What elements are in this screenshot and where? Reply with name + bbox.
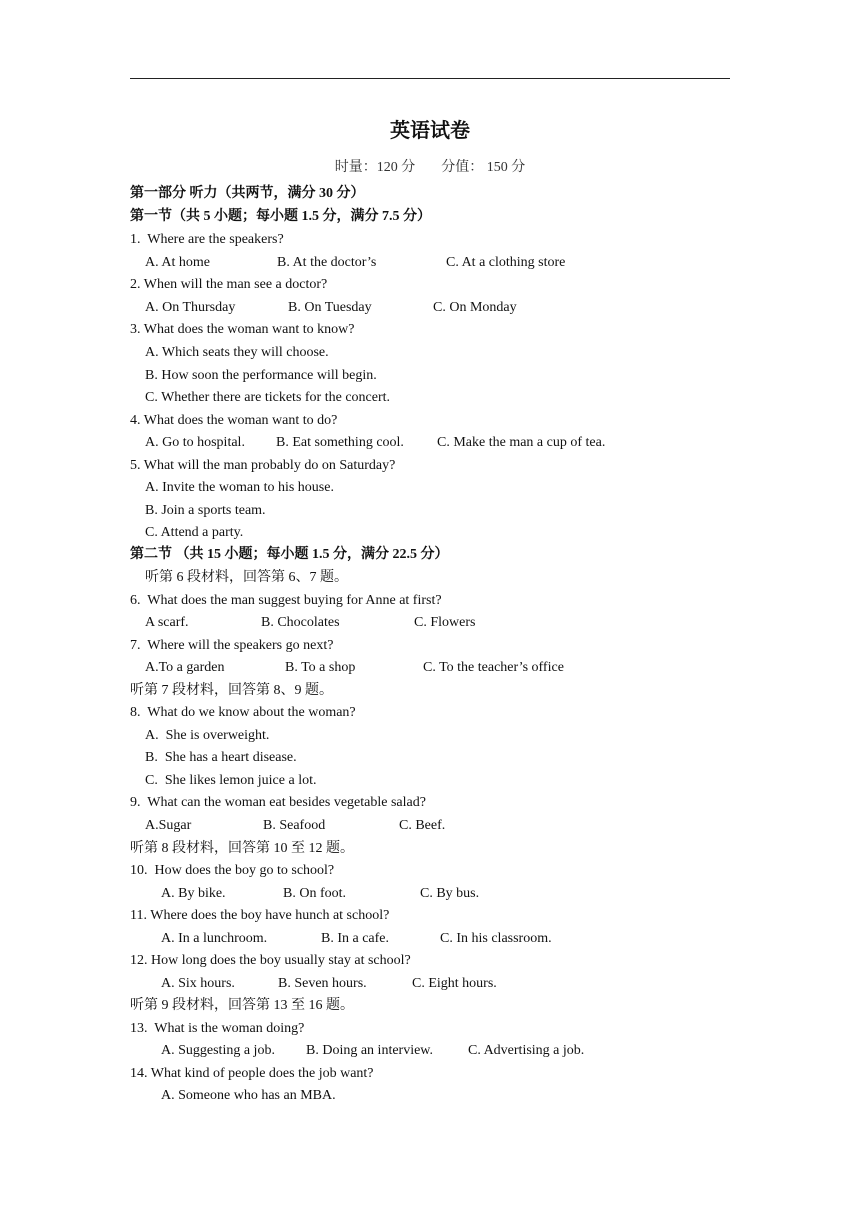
option-c: C. By bus. — [420, 886, 480, 901]
option-a: A. Which seats they will choose. — [145, 345, 329, 360]
option-a: A. Someone who has an MBA. — [161, 1088, 336, 1103]
material-note: 听第 9 段材料，回答第 13 至 16 题。 — [130, 998, 354, 1013]
option-a: A.Sugar — [145, 818, 192, 833]
option-a: A. She is overweight. — [145, 728, 270, 743]
question-text: 4. What does the woman want to do? — [130, 413, 338, 428]
question-text: 2. When will the man see a doctor? — [130, 277, 328, 292]
material-note: 听第 8 段材料，回答第 10 至 12 题。 — [130, 841, 354, 856]
option-b: B. At the doctor’s — [277, 255, 377, 270]
option-b: B. Join a sports team. — [145, 503, 266, 518]
header-rule — [130, 78, 730, 79]
option-b: B. Chocolates — [261, 615, 340, 630]
option-a: A.To a garden — [145, 660, 225, 675]
question-text: 9. What can the woman eat besides vegetable salad? — [130, 795, 426, 810]
exam-time: 时量：120 分 — [334, 160, 416, 175]
question-text: 5. What will the man probably do on Saturday? — [130, 458, 396, 473]
option-b: B. On Tuesday — [288, 300, 372, 315]
option-a: A. Go to hospital. — [145, 435, 245, 450]
option-a: A. Suggesting a job. — [161, 1043, 275, 1058]
option-b: B. In a cafe. — [321, 931, 390, 946]
option-c: C. Whether there are tickets for the concert. — [145, 390, 391, 405]
option-b: B. Eat something cool. — [276, 435, 404, 450]
option-c: C. Advertising a job. — [468, 1043, 585, 1058]
question-text: 8. What do we know about the woman? — [130, 705, 356, 720]
option-b: B. Seafood — [263, 818, 326, 833]
option-a: A. Invite the woman to his house. — [145, 480, 334, 495]
question-text: 11. Where does the boy have hunch at school? — [130, 908, 390, 923]
question-text: 6. What does the man suggest buying for Anne at first? — [130, 593, 442, 608]
question-text: 12. How long does the boy usually stay at school? — [130, 953, 411, 968]
material-note: 听第 7 段材料，回答第 8、9 题。 — [130, 683, 333, 698]
option-b: B. To a shop — [285, 660, 356, 675]
option-a: A. In a lunchroom. — [161, 931, 268, 946]
exam-score: 分值： 150 分 — [441, 160, 526, 175]
option-a: A. On Thursday — [145, 300, 236, 315]
page-title: 英语试卷 — [390, 120, 470, 142]
option-c: C. To the teacher’s office — [423, 660, 564, 675]
option-b: B. How soon the performance will begin. — [145, 368, 377, 383]
option-c: C. At a clothing store — [446, 255, 566, 270]
option-a: A scarf. — [145, 615, 189, 630]
option-c: C. In his classroom. — [440, 931, 552, 946]
section-heading: 第一节（共 5 小题；每小题 1.5 分，满分 7.5 分） — [130, 209, 431, 224]
option-b: B. Doing an interview. — [306, 1043, 434, 1058]
option-c: C. She likes lemon juice a lot. — [145, 773, 317, 788]
question-text: 7. Where will the speakers go next? — [130, 638, 334, 653]
option-a: A. By bike. — [161, 886, 226, 901]
option-c: C. Make the man a cup of tea. — [437, 435, 606, 450]
option-c: C. Attend a party. — [145, 525, 244, 540]
option-a: A. Six hours. — [161, 976, 235, 991]
option-c: C. Beef. — [399, 818, 446, 833]
question-text: 13. What is the woman doing? — [130, 1021, 305, 1036]
exam-meta — [0, 156, 860, 176]
question-text: 10. How does the boy go to school? — [130, 863, 335, 878]
section-heading: 第二节 （共 15 小题；每小题 1.5 分，满分 22.5 分） — [130, 547, 449, 562]
question-text: 14. What kind of people does the job want? — [130, 1066, 374, 1081]
question-text: 3. What does the woman want to know? — [130, 322, 355, 337]
option-b: B. Seven hours. — [278, 976, 367, 991]
option-c: C. On Monday — [433, 300, 517, 315]
option-b: B. She has a heart disease. — [145, 750, 297, 765]
option-c: C. Eight hours. — [412, 976, 497, 991]
material-note: 听第 6 段材料，回答第 6、7 题。 — [145, 570, 348, 585]
option-b: B. On foot. — [283, 886, 346, 901]
option-a: A. At home — [145, 255, 210, 270]
question-text: 1. Where are the speakers? — [130, 232, 284, 247]
option-c: C. Flowers — [414, 615, 476, 630]
part-heading: 第一部分 听力（共两节，满分 30 分） — [130, 186, 365, 201]
